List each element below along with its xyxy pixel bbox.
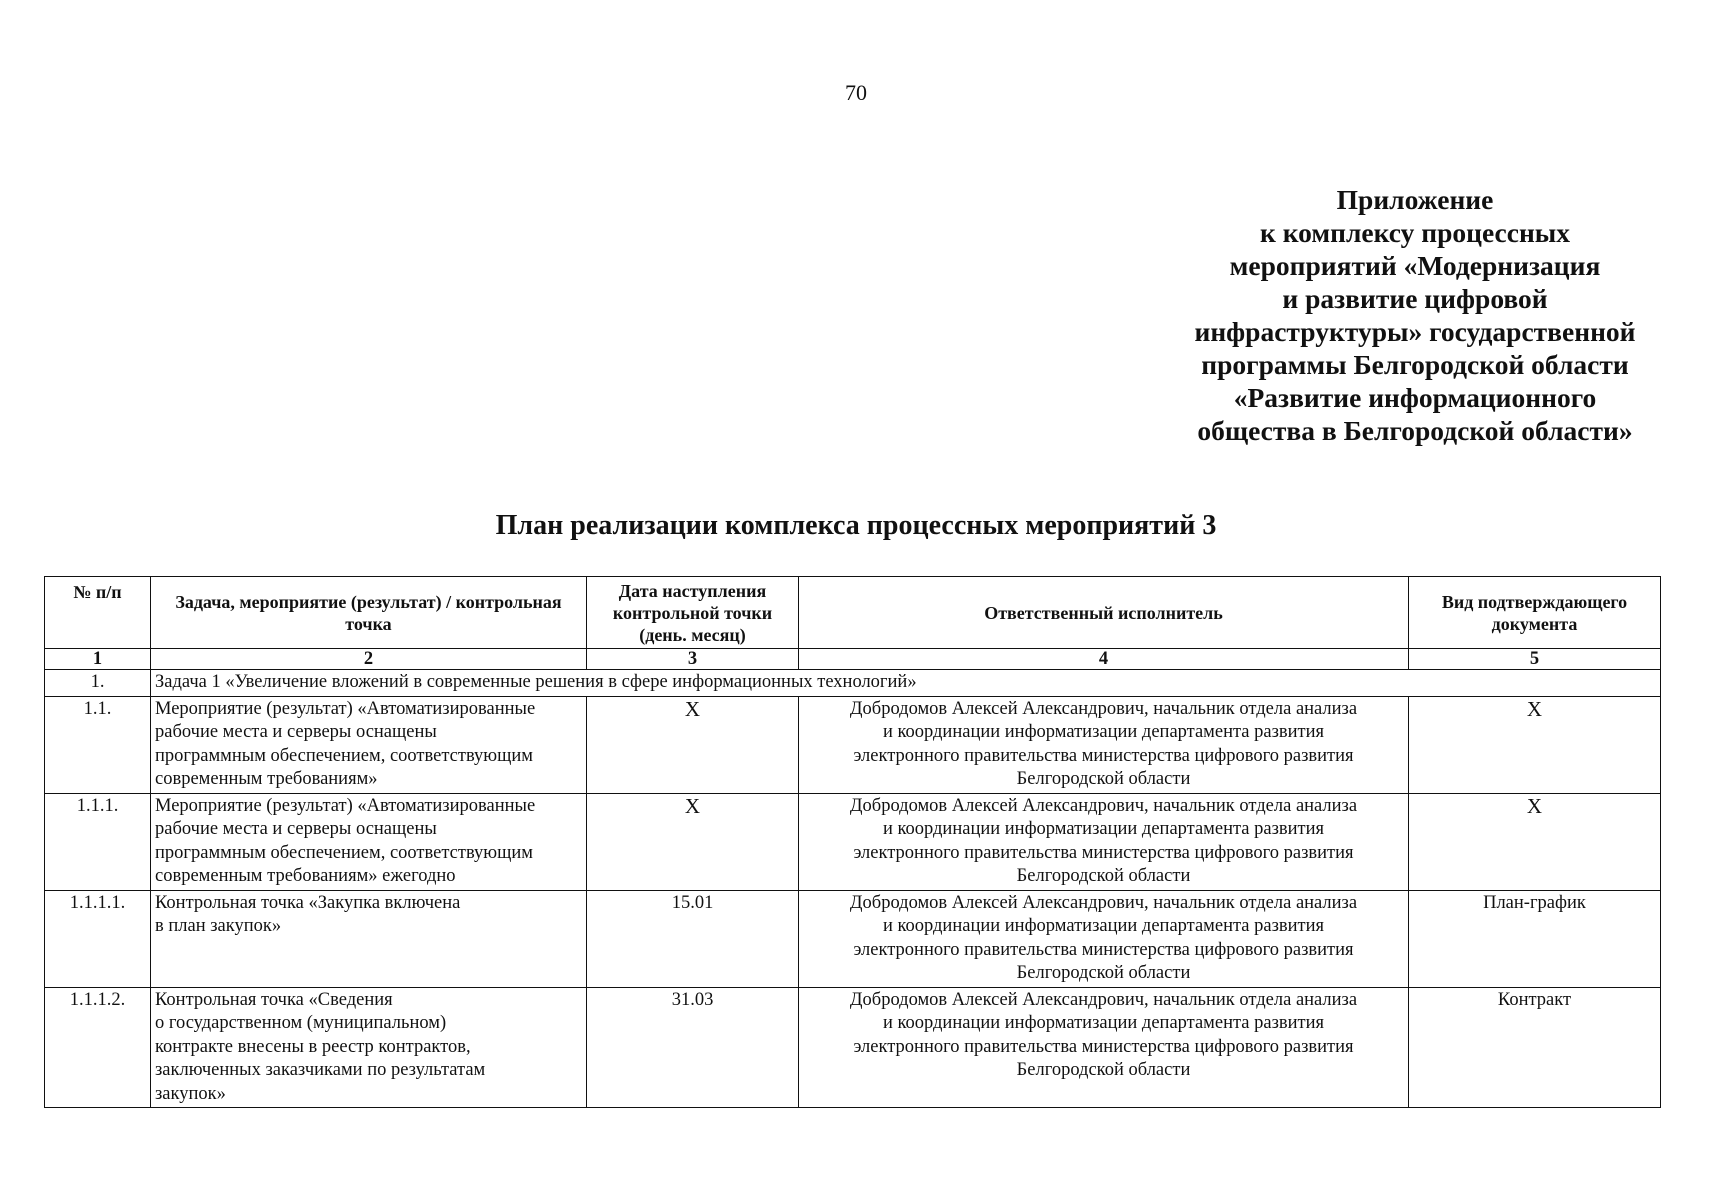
appendix-heading bbox=[1170, 183, 1660, 447]
table-row bbox=[45, 793, 1661, 890]
row-date: 15.01 bbox=[587, 890, 799, 987]
row-executor: Добродомов Алексей Александрович, начальник отдела анализа и координации информатизации департамента развития электронного правительства министерства цифрового развития Белгородской области bbox=[799, 987, 1409, 1108]
table-row bbox=[45, 696, 1661, 793]
appendix-line: к комплексу процессных bbox=[1259, 217, 1571, 248]
row-task: Мероприятие (результат) «Автоматизированные рабочие места и серверы оснащены программным обеспечением, соответствующим современным требованиям» bbox=[151, 696, 587, 793]
appendix-line: общества в Белгородской области» bbox=[1197, 415, 1633, 446]
header-doc: Вид подтверждающего документа bbox=[1409, 577, 1661, 649]
table-row bbox=[45, 890, 1661, 987]
row-task: Контрольная точка «Закупка включена в план закупок» bbox=[151, 890, 587, 987]
row-num: 1.1. bbox=[45, 696, 151, 793]
appendix-line: «Развитие информационного bbox=[1233, 382, 1597, 413]
row-executor: Добродомов Алексей Александрович, начальник отдела анализа и координации информатизации департамента развития электронного правительства министерства цифрового развития Белгородской области bbox=[799, 793, 1409, 890]
row-task: Мероприятие (результат) «Автоматизированные рабочие места и серверы оснащены программным обеспечением, соответствующим современным требованиям» ежегодно bbox=[151, 793, 587, 890]
appendix-line: мероприятий «Модернизация bbox=[1229, 250, 1601, 281]
row-doc: X bbox=[1409, 793, 1661, 890]
row-num: 1.1.1.2. bbox=[45, 987, 151, 1108]
column-number: 3 bbox=[587, 649, 799, 670]
row-date: X bbox=[587, 696, 799, 793]
row-num: 1.1.1.1. bbox=[45, 890, 151, 987]
header-task: Задача, мероприятие (результат) / контрольная точка bbox=[151, 577, 587, 649]
header-date: Дата наступления контрольной точки (день. месяц) bbox=[587, 577, 799, 649]
header-executor: Ответственный исполнитель bbox=[799, 577, 1409, 649]
task-num: 1. bbox=[45, 670, 151, 697]
row-executor: Добродомов Алексей Александрович, начальник отдела анализа и координации информатизации департамента развития электронного правительства министерства цифрового развития Белгородской области bbox=[799, 890, 1409, 987]
row-doc: Контракт bbox=[1409, 987, 1661, 1108]
task-row bbox=[45, 670, 1661, 697]
row-executor: Добродомов Алексей Александрович, начальник отдела анализа и координации информатизации департамента развития электронного правительства министерства цифрового развития Белгородской области bbox=[799, 696, 1409, 793]
column-number: 1 bbox=[45, 649, 151, 670]
appendix-line: программы Белгородской области bbox=[1201, 349, 1629, 380]
task-title: Задача 1 «Увеличение вложений в современные решения в сфере информационных технологий» bbox=[151, 670, 1661, 697]
appendix-line: Приложение bbox=[1336, 184, 1494, 215]
row-num: 1.1.1. bbox=[45, 793, 151, 890]
column-number: 2 bbox=[151, 649, 587, 670]
page-number: 70 bbox=[845, 80, 867, 105]
column-number: 5 bbox=[1409, 649, 1661, 670]
appendix-line: инфраструктуры» государственной bbox=[1194, 316, 1636, 347]
row-task: Контрольная точка «Сведения о государственном (муниципальном) контракте внесены в реестр контрактов, заключенных заказчиками по результатам закупок» bbox=[151, 987, 587, 1108]
row-date: X bbox=[587, 793, 799, 890]
row-date: 31.03 bbox=[587, 987, 799, 1108]
plan-title: План реализации комплекса процессных мероприятий 3 bbox=[495, 510, 1217, 541]
header-num: № п/п bbox=[45, 577, 151, 649]
table-header-row bbox=[45, 577, 1661, 649]
plan-table bbox=[44, 576, 1661, 1108]
column-number: 4 bbox=[799, 649, 1409, 670]
table-row bbox=[45, 987, 1661, 1108]
column-number-row bbox=[45, 649, 1661, 670]
row-doc: План-график bbox=[1409, 890, 1661, 987]
row-doc: X bbox=[1409, 696, 1661, 793]
appendix-line: и развитие цифровой bbox=[1282, 283, 1548, 314]
